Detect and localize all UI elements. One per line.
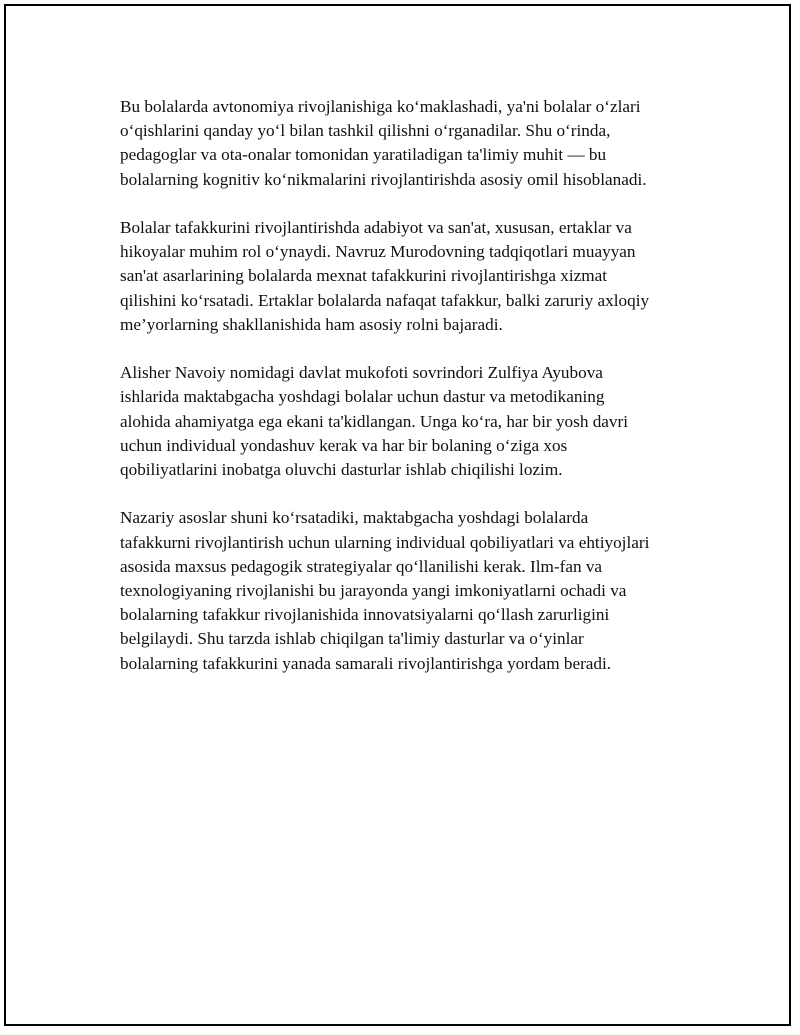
text-line: uchun individual yondashuv kerak va har bir bolaning oʻziga xos (120, 435, 568, 455)
text-line: hikoyalar muhim rol oʻynaydi. Navruz Murodovning tadqiqotlari muayyan (120, 242, 636, 262)
text-line: belgilaydi. Shu tarzda ishlab chiqilgan ta'limiy dasturlar va oʻyinlar (120, 629, 584, 649)
text-line: Bolalar tafakkurini rivojlantirishda adabiyot va san'at, xususan, ertaklar va (120, 218, 632, 237)
text-line: bolalarning tafakkur rivojlanishida innovatsiyalarni qoʻllash zarurligini (120, 605, 610, 625)
text-line: pedagoglar va ota-onalar tomonidan yaratiladigan ta'limiy muhit — bu (120, 145, 607, 165)
text-line: san'at asarlarining bolalarda mexnat tafakkurini rivojlantirishga xizmat (120, 266, 608, 286)
text-line: qilishini koʻrsatadi. Ertaklar bolalarda nafaqat tafakkur, balki zaruriy axloqiy (120, 290, 650, 310)
paragraph (120, 95, 700, 192)
text-line: texnologiyaning rivojlanishi bu jarayonda yangi imkoniyatlarni ochadi va (120, 581, 627, 601)
text-line: bolalarning kognitiv koʻnikmalarini rivojlantirishda asosiy omil hisoblanadi. (120, 169, 647, 189)
paragraph (120, 216, 700, 337)
text-line: bolalarning tafakkurini yanada samarali rivojlantirishga yordam beradi. (120, 653, 612, 673)
text-line: Nazariy asoslar shuni koʻrsatadiki, maktabgacha yoshdagi bolalarda (120, 508, 589, 528)
text-line: Alisher Navoiy nomidagi davlat mukofoti sovrindori Zulfiya Ayubova (120, 363, 603, 383)
text-line: qobiliyatlarini inobatga oluvchi dasturlar ishlab chiqilishi lozim. (120, 460, 563, 480)
document-body (120, 95, 700, 700)
text-line: oʻqishlarini qanday yoʻl bilan tashkil qilishni oʻrganadilar. Shu oʻrinda, (120, 121, 611, 141)
paragraph (120, 506, 700, 675)
text-line: me’yorlarning shakllanishida ham asosiy rolni bajaradi. (120, 314, 503, 334)
text-line: ishlarida maktabgacha yoshdagi bolalar uchun dastur va metodikaning (120, 387, 605, 407)
paragraph (120, 361, 700, 482)
document-page (4, 4, 791, 1026)
text-line: tafakkurni rivojlantirish uchun ularning individual qobiliyatlari va ehtiyojlari (120, 532, 650, 552)
text-line: asosida maxsus pedagogik strategiyalar qoʻllanilishi kerak. Ilm-fan va (120, 556, 603, 576)
text-line: Bu bolalarda avtonomiya rivojlanishiga koʻmaklashadi, ya'ni bolalar oʻzlari (120, 97, 641, 116)
text-line: alohida ahamiyatga ega ekani ta'kidlangan. Unga koʻra, har bir yosh davri (120, 411, 629, 431)
